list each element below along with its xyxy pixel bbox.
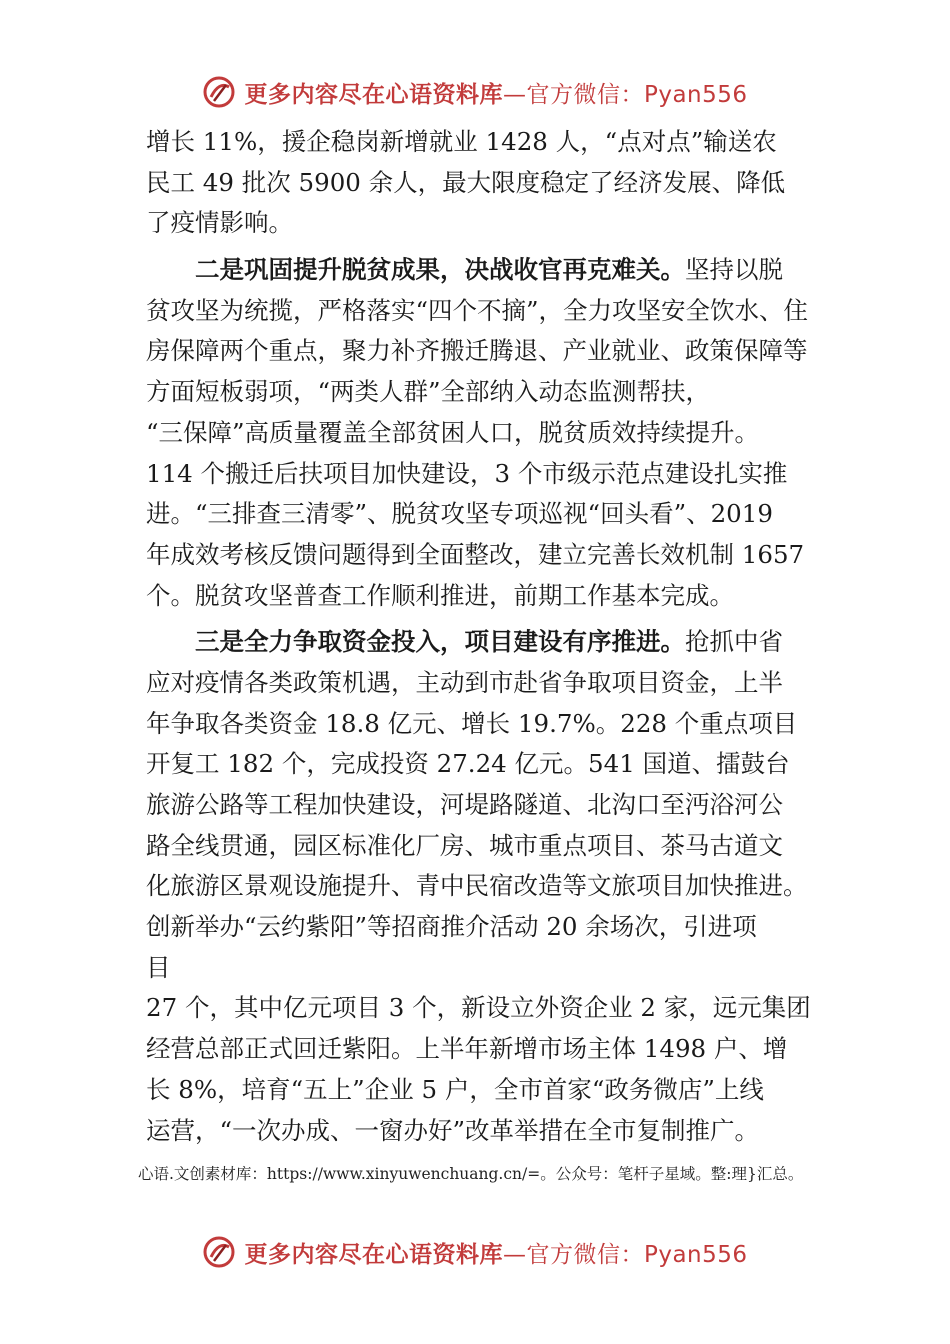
text-line: 进。“三排查三清零”、脱贫攻坚专项巡视“回头看”、2019	[146, 499, 773, 529]
paragraph-heading-line	[146, 622, 826, 663]
text-line: 旅游公路等工程加快建设，河堤路隧道、北沟口至沔浴河公	[146, 790, 783, 819]
paragraph-heading-line	[146, 250, 826, 291]
text-line: 114 个搬迁后扶项目加快建设，3 个市级示范点建设扎实推	[146, 458, 788, 488]
text-line: 方面短板弱项，“两类人群”全部纳入动态监测帮扶，	[146, 377, 711, 407]
footer-note: 心语.文创素材库：https://www.xinyuwenchuang.cn/=。公众号：笔杆子星域。整:理}汇总。	[138, 1165, 804, 1183]
text-line: 民工 49 批次 5900 余人，最大限度稳定了经济发展、降低	[146, 167, 786, 197]
text-line: 长 8%，培育“五上”企业 5 户，全市首家“政务微店”上线	[146, 1074, 764, 1104]
text-line: 经营总部正式回迁紫阳。上半年新增市场主体 1498 户、增	[146, 1034, 788, 1064]
text-line: 化旅游区景观设施提升、青中民宿改造等文旅项目加快推进。	[146, 871, 808, 901]
brand-logo-icon	[202, 75, 236, 109]
text-line: 应对疫情各类政策机遇，主动到市赴省争取项目资金，上半	[146, 667, 783, 697]
text-line: 了疫情影响。	[146, 208, 293, 238]
text-line: 年成效考核反馈问题得到全面整改，建立完善长效机制 1657	[146, 539, 805, 569]
text-line: 年争取各类资金 18.8 亿元、增长 19.7%。228 个重点项目	[146, 708, 798, 738]
paragraph-heading: 三是全力争取资金投入，项目建设有序推进。	[195, 627, 685, 657]
text-line: 运营，“一次办成、一窗办好”改革举措在全市复制推广。	[146, 1115, 760, 1145]
text-line: 路全线贯通，园区标准化厂房、城市重点项目、茶马古道文	[146, 830, 783, 860]
document-body	[146, 122, 826, 1151]
text-line: 贫攻坚为统揽，严格落实“四个不摘”，全力攻坚安全饮水、住	[146, 295, 809, 325]
banner-text: 更多内容尽在心语资料库—官方微信：Pyan556	[244, 81, 748, 108]
paragraph-lead: 抢抓中省	[685, 627, 783, 657]
text-line: 27 个，其中亿元项目 3 个，新设立外资企业 2 家，远元集团	[146, 993, 811, 1023]
paragraph-lead: 坚持以脱	[685, 255, 783, 285]
paragraph-heading: 二是巩固提升脱贫成果，决战收官再克难关。	[195, 255, 685, 285]
text-line: 个。脱贫攻坚普查工作顺利推进，前期工作基本完成。	[146, 580, 734, 610]
banner-text: 更多内容尽在心语资料库—官方微信：Pyan556	[244, 1241, 748, 1268]
header-banner	[0, 62, 950, 122]
text-line: 开复工 182 个，完成投资 27.24 亿元。541 国道、擂鼓台	[146, 749, 790, 779]
brand-logo-icon	[202, 1235, 236, 1269]
text-line: 目	[146, 952, 171, 982]
footer-banner	[0, 1222, 950, 1282]
text-line: 创新举办“云约紫阳”等招商推介活动 20 余场次，引进项	[146, 912, 757, 942]
text-line: 房保障两个重点，聚力补齐搬迁腾退、产业就业、政策保障等	[146, 336, 808, 366]
text-line: “三保障”高质量覆盖全部贫困人口，脱贫质效持续提升。	[146, 417, 760, 447]
text-line: 增长 11%，援企稳岗新增就业 1428 人，“点对点”输送农	[146, 127, 777, 156]
